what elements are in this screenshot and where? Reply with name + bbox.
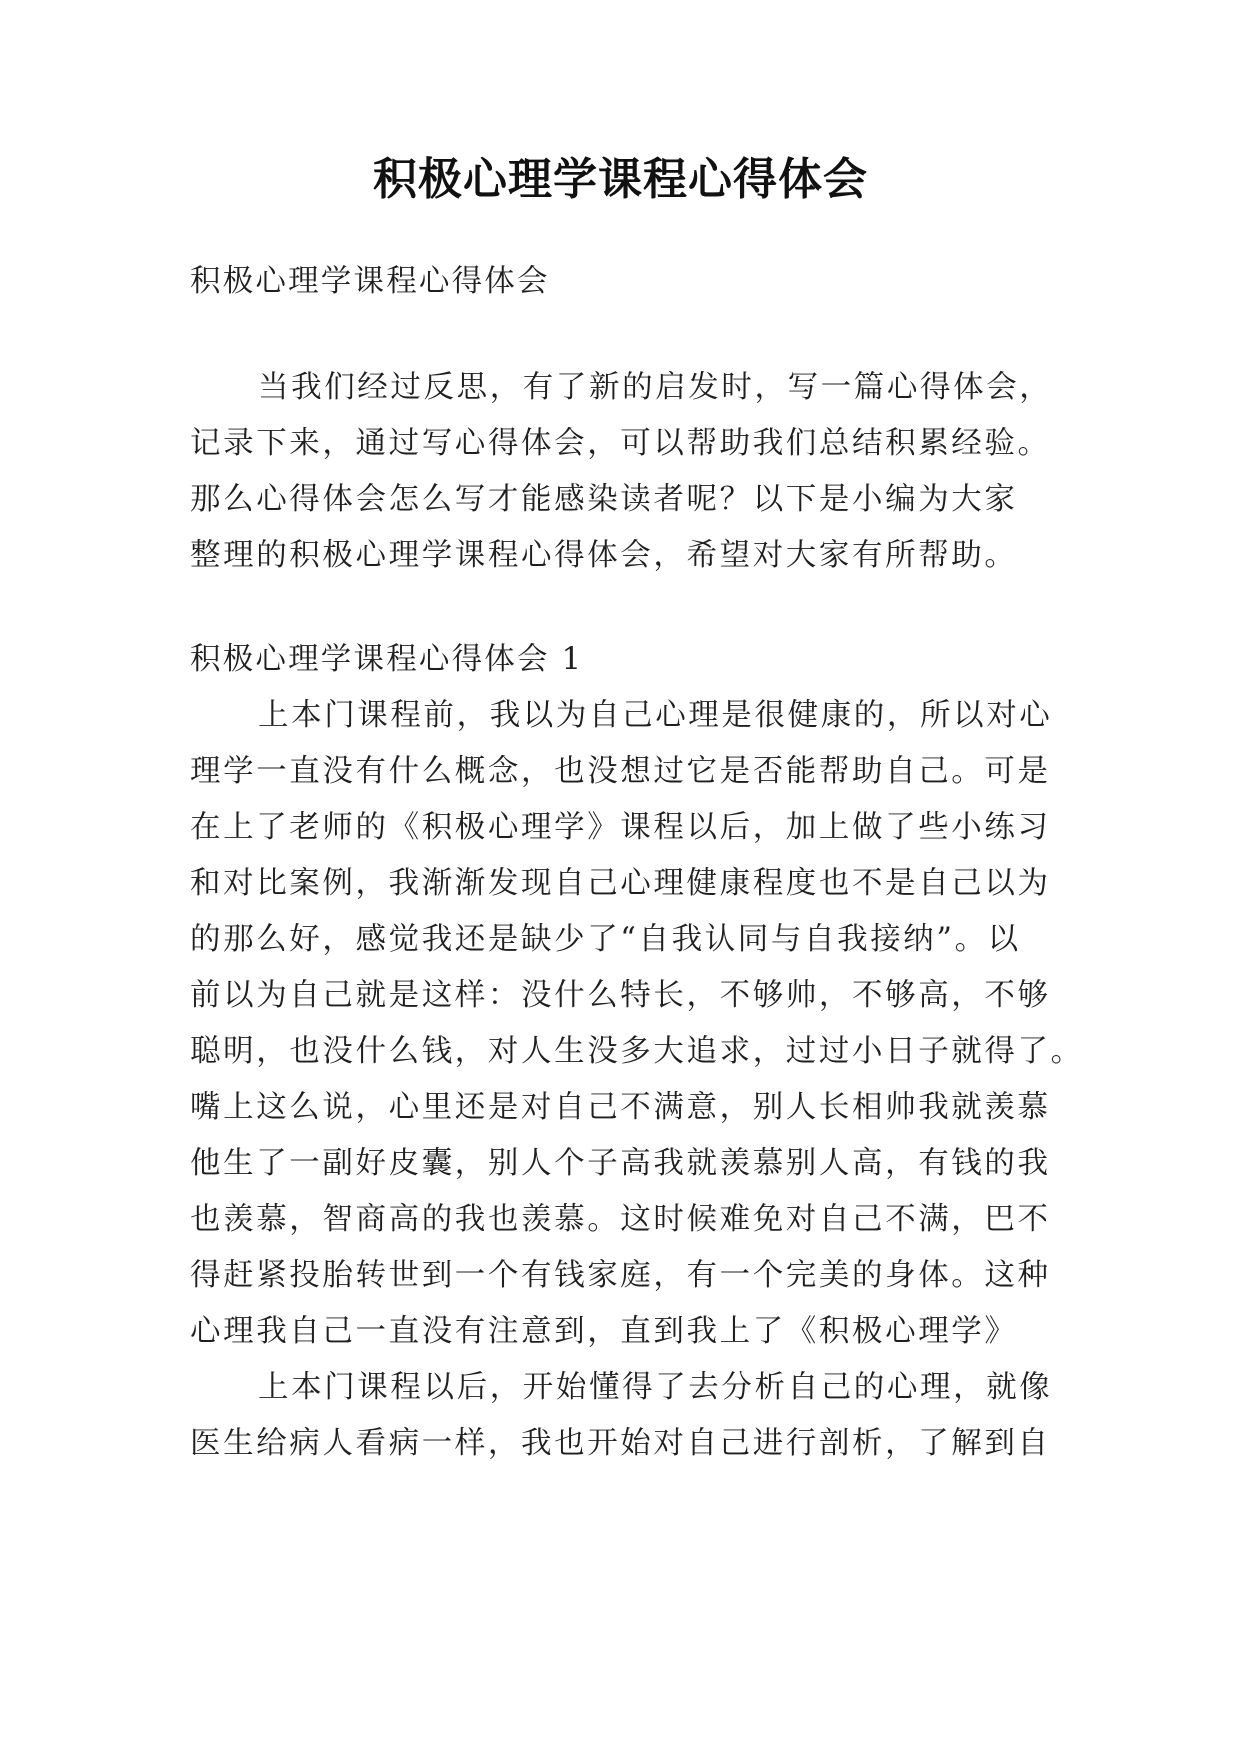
para1-line: 也羡慕，智商高的我也羡慕。这时候难免对自己不满，巴不 <box>190 1202 1051 1237</box>
para1-line: 他生了一副好皮囊，别人个子高我就羡慕别人高，有钱的我 <box>190 1146 1051 1181</box>
section-heading: 积极心理学课程心得体会 1 <box>190 642 584 677</box>
para2-line: 医生给病人看病一样，我也开始对自己进行剖析，了解到自 <box>190 1426 1051 1461</box>
para1-line: 的那么好，感觉我还是缺少了“自我认同与自我接纳”。以 <box>190 922 1021 957</box>
document-subtitle: 积极心理学课程心得体会 <box>190 264 550 299</box>
para1-line: 嘴上这么说，心里还是对自己不满意，别人长相帅我就羡慕 <box>190 1090 1051 1125</box>
intro-line: 那么心得体会怎么写才能感染读者呢？以下是小编为大家 <box>190 482 1018 517</box>
document-title: 积极心理学课程心得体会 <box>373 154 868 205</box>
para1-line: 理学一直没有什么概念，也没想过它是否能帮助自己。可是 <box>190 754 1051 789</box>
intro-line: 记录下来，通过写心得体会，可以帮助我们总结积累经验。 <box>190 426 1051 461</box>
para1-line: 前以为自己就是这样：没什么特长，不够帅，不够高，不够 <box>190 978 1051 1013</box>
intro-line: 整理的积极心理学课程心得体会，希望对大家有所帮助。 <box>190 538 1018 573</box>
para1-line: 心理我自己一直没有注意到，直到我上了《积极心理学》 <box>190 1314 1018 1349</box>
para1-line: 在上了老师的《积极心理学》课程以后，加上做了些小练习 <box>190 810 1051 845</box>
para2-line: 上本门课程以后，开始懂得了去分析自己的心理，就像 <box>258 1370 1053 1405</box>
para1-line: 上本门课程前，我以为自己心理是很健康的，所以对心 <box>258 698 1053 733</box>
para1-line: 聪明，也没什么钱，对人生没多大追求，过过小日子就得了。 <box>190 1034 1084 1069</box>
para1-line: 得赶紧投胎转世到一个有钱家庭，有一个完美的身体。这种 <box>190 1258 1051 1293</box>
intro-line: 当我们经过反思，有了新的启发时，写一篇心得体会， <box>258 370 1053 405</box>
para1-line: 和对比案例，我渐渐发现自己心理健康程度也不是自己以为 <box>190 866 1051 901</box>
